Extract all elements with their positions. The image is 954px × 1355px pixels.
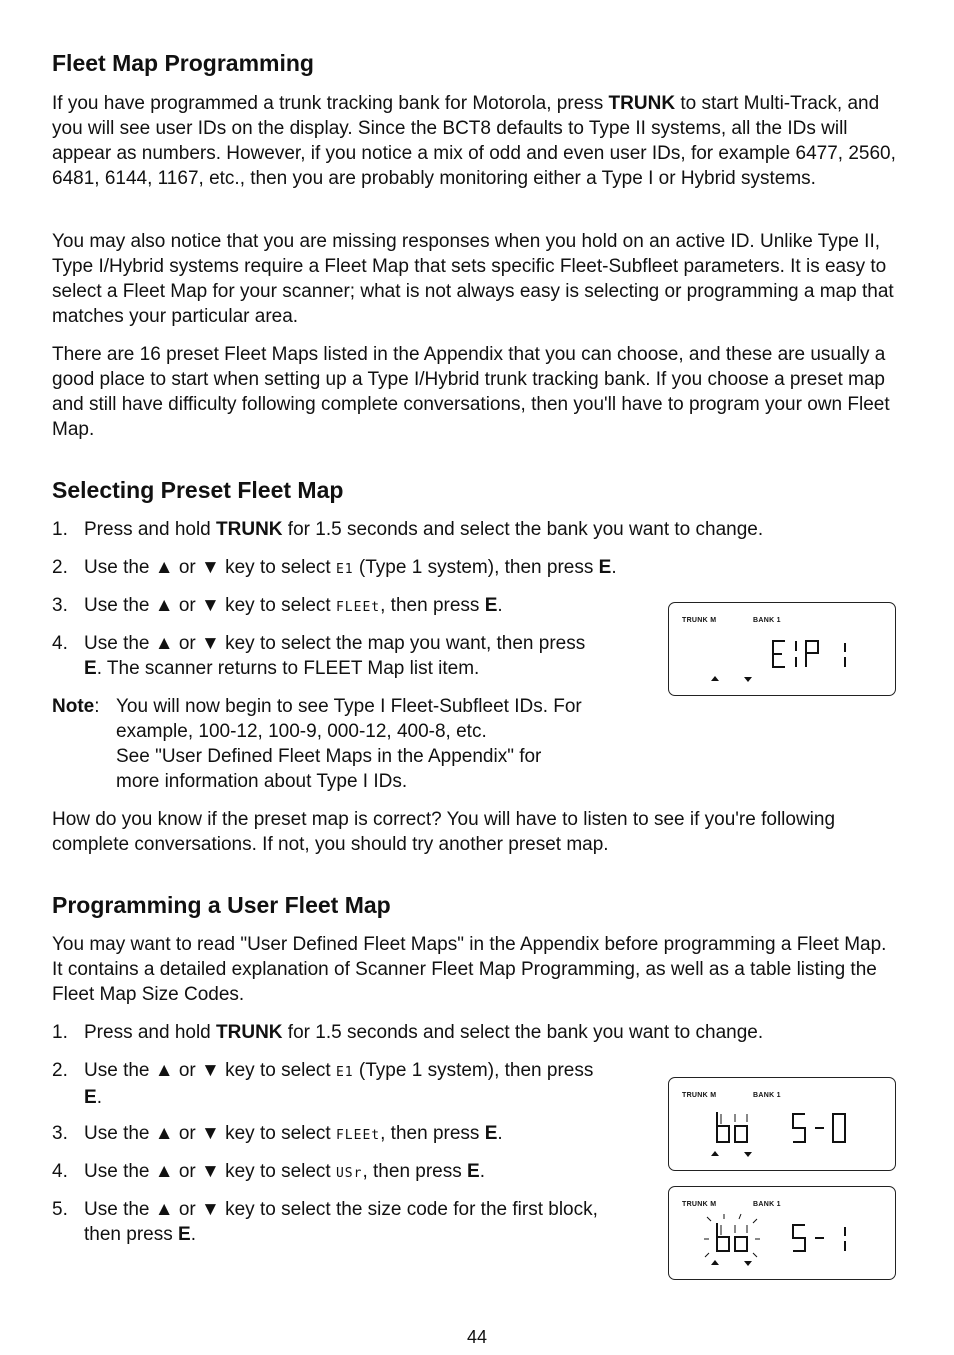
- text-run: (Type 1 system), then press: [353, 557, 599, 578]
- text-run: Use the ▲ or ▼ key to select: [84, 1123, 336, 1144]
- text-run: for 1.5 seconds and select the bank you want to change.: [282, 519, 764, 540]
- down-arrow-icon: [744, 1261, 752, 1266]
- flash-indicator-icon: [704, 1214, 760, 1257]
- list-item-line: [84, 1058, 593, 1085]
- note-line: See "User Defined Fleet Maps in the Appendix" for: [116, 746, 542, 767]
- list-item-line: [84, 656, 585, 681]
- list-number: 1.: [52, 519, 68, 540]
- bank-label: BANK 1: [753, 1092, 781, 1099]
- lcd-readout: [669, 1187, 895, 1279]
- text-run: .: [96, 1087, 102, 1108]
- list-item-line: [84, 593, 503, 620]
- list-number: 2.: [52, 557, 68, 578]
- text-run: Press and hold: [84, 1022, 217, 1043]
- paragraph-missing-responses: [52, 229, 902, 329]
- lcd-display-e1p1: [668, 602, 896, 696]
- text-run: Press and hold: [84, 519, 217, 540]
- text-run: Use the ▲ or ▼ key to select the size code for the first block,: [84, 1199, 598, 1220]
- list-number: 3.: [52, 1123, 68, 1144]
- note-label: Note:: [52, 696, 100, 717]
- note-line: more information about Type I IDs.: [116, 771, 408, 792]
- text-run: .: [190, 1224, 196, 1245]
- list-item-text: [84, 555, 617, 582]
- list-item-line: [84, 1222, 598, 1247]
- paragraph-preset-maps: [52, 342, 902, 442]
- bank-label: BANK 1: [753, 1201, 781, 1208]
- text-run: (Type 1 system), then press: [353, 1060, 594, 1081]
- lcd-glyph-text: USr: [335, 1166, 363, 1181]
- note-line: example, 100-12, 100-9, 000-12, 400-8, etc.: [116, 721, 487, 742]
- bold-keyword: E: [178, 1224, 191, 1245]
- bold-keyword: E: [484, 595, 498, 616]
- down-arrow-icon: [744, 677, 752, 682]
- up-arrow-icon: [711, 1151, 719, 1156]
- list-item-line: [84, 555, 617, 582]
- paragraph-user-intro: You may want to read "User Defined Fleet Maps" in the Appendix before programming a Fleet Map. It contains a detailed explanation of Scanner Fleet Map Programming, as well as a table listing the Fleet Map Size Codes.: [52, 934, 887, 1005]
- text-run: Use the ▲ or ▼ key to select: [84, 1060, 336, 1081]
- text-run: .: [611, 557, 617, 578]
- text-run: There are 16 preset Fleet Maps listed in the Appendix that you can choose, and these are usually a good place to start when setting up a Type I/Hybrid trunk tracking bank. If you choose a preset map and still have difficulty following complete conversations, then you'll have to program your own Fleet Map.: [52, 344, 890, 440]
- lcd-glyph-text: FLEEt: [335, 600, 381, 615]
- text-run: , then press: [380, 595, 485, 616]
- lcd-display-b0-s0: [668, 1077, 896, 1171]
- lcd-display-b0-s1: [668, 1186, 896, 1280]
- text-run: .: [497, 595, 503, 616]
- list-item-line: [84, 1085, 593, 1110]
- bold-keyword: E: [484, 1123, 498, 1144]
- list-item-line: [84, 517, 763, 542]
- up-arrow-icon: [711, 1260, 719, 1265]
- lcd-readout: [669, 603, 895, 695]
- list-number: 4.: [52, 633, 68, 654]
- paragraph-preset-correct: How do you know if the preset map is correct? You will have to listen to see if you're following complete conversations. If not, you should try another preset map.: [52, 809, 836, 855]
- list-item-text: [84, 631, 585, 681]
- text-run: , then press: [380, 1123, 485, 1144]
- text-run: to start Multi-Track, and you will see user IDs on the display. Since the BCT8 defaults to Type II systems, all the IDs will appear as numbers. However, if you notice a mix of odd and even user IDs, for example 6477, 2560, 6481, 6144, 1167, etc., then you are probably monitoring either a Type I or Hybrid systems.: [52, 93, 896, 189]
- list-number: 5.: [52, 1199, 68, 1220]
- list-number: 2.: [52, 1060, 68, 1081]
- text-run: You may also notice that you are missing responses when you hold on an active ID. Unlike Type II, Type I/Hybrid systems require a Fleet Map that sets specific Fleet-Subfleet parameters. It is easy to select a Fleet Map for your scanner; what is not always easy is selecting or programming a map that matches your particular area.: [52, 231, 894, 327]
- text-run: Use the ▲ or ▼ key to select the map you want, then press: [84, 633, 586, 654]
- text-run: , then press: [362, 1161, 468, 1182]
- text-run: for 1.5 seconds and select the bank you want to change.: [282, 1022, 764, 1043]
- note-body: [116, 694, 582, 794]
- heading-user-fleet-map: Programming a User Fleet Map: [52, 892, 391, 918]
- text-run: then press: [84, 1224, 178, 1245]
- list-item-line: [84, 631, 585, 656]
- list-item-text: [84, 1020, 763, 1045]
- text-run: .: [497, 1123, 503, 1144]
- note-line: You will now begin to see Type I Fleet-Subfleet IDs. For: [116, 696, 582, 717]
- page-number: 44: [466, 1327, 488, 1347]
- list-item-line: [84, 1020, 763, 1045]
- paragraph-intro: [52, 91, 902, 191]
- text-run: . The scanner returns to FLEET Map list item.: [96, 658, 480, 679]
- list-item-text: [84, 1159, 485, 1186]
- list-number: 4.: [52, 1161, 68, 1182]
- trunk-label: TRUNK M: [682, 617, 717, 624]
- list-item-text: [84, 1197, 598, 1247]
- list-number: 3.: [52, 595, 68, 616]
- list-number: 1.: [52, 1022, 68, 1043]
- lcd-glyph-text: E1: [335, 1065, 354, 1080]
- bold-keyword: TRUNK: [608, 93, 676, 114]
- text-run: Use the ▲ or ▼ key to select: [84, 557, 336, 578]
- text-run: .: [479, 1161, 485, 1182]
- text-run: If you have programmed a trunk tracking bank for Motorola, press: [52, 93, 609, 114]
- heading-selecting-preset: Selecting Preset Fleet Map: [52, 477, 344, 503]
- list-item-text: [84, 517, 763, 542]
- bold-keyword: TRUNK: [216, 1022, 283, 1043]
- bold-keyword: E: [84, 658, 97, 679]
- trunk-label: TRUNK M: [682, 1201, 717, 1208]
- bold-keyword: E: [598, 557, 612, 578]
- heading-fleet-map-programming: Fleet Map Programming: [52, 50, 314, 76]
- bold-keyword: E: [467, 1161, 480, 1182]
- down-arrow-icon: [744, 1152, 752, 1157]
- list-item-text: [84, 1058, 593, 1110]
- list-item-line: [84, 1159, 485, 1186]
- list-item-text: [84, 1121, 503, 1148]
- bank-label: BANK 1: [753, 617, 781, 624]
- lcd-readout: [669, 1078, 895, 1170]
- up-arrow-icon: [711, 676, 719, 681]
- list-item-line: [84, 1197, 598, 1222]
- text-run: Use the ▲ or ▼ key to select: [84, 595, 336, 616]
- list-item-text: [84, 593, 503, 620]
- text-run: Use the ▲ or ▼ key to select: [84, 1161, 336, 1182]
- bold-keyword: E: [84, 1087, 97, 1108]
- lcd-glyph-text: E1: [335, 562, 354, 577]
- list-item-line: [84, 1121, 503, 1148]
- trunk-label: TRUNK M: [682, 1092, 717, 1099]
- bold-keyword: TRUNK: [216, 519, 283, 540]
- lcd-glyph-text: FLEEt: [335, 1128, 381, 1143]
